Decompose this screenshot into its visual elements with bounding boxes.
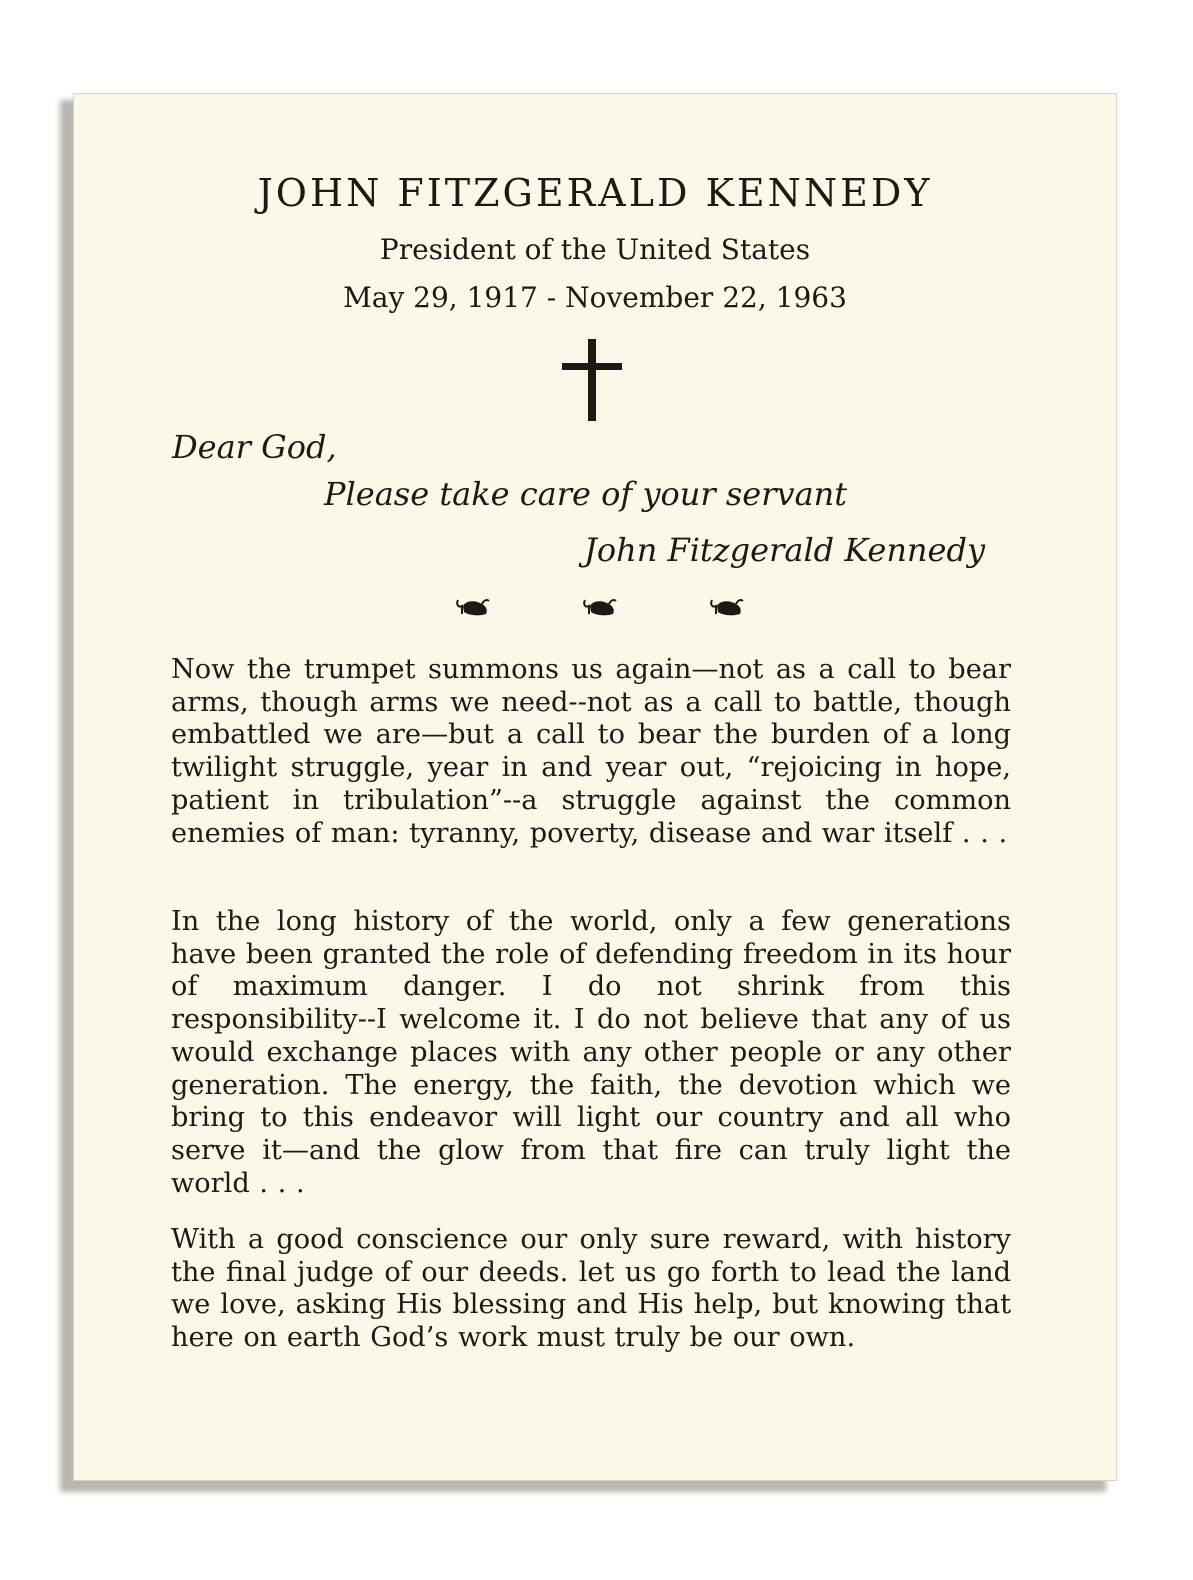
quote-paragraph-1: Now the trumpet summons us again—not as a call to bear arms, though arms we need--not as a call to battle, though embattled we are—but a call to bear the burden of a long twilight struggle, year in and year out, “rejoicing in hope, patient in tribulation”--a struggle against the common enemies of man: tyranny, poverty, disease and war itself . . . [171, 654, 1011, 849]
leaf-ornament-icon [581, 594, 617, 620]
quote-paragraph-2: In the long history of the world, only a few generations have been granted the role of defending freedom in its hour of maximum danger. I do not shrink from this responsibility--I welcome it. I do not believe that any of us would exchange places with any other people or any other generation. The energy, the faith, the devotion which we bring to this endeavor will light our country and all who serve it—and the glow from that fire can truly light the world . . . [171, 906, 1011, 1199]
prayer-name: John Fitzgerald Kennedy [584, 531, 986, 569]
card-subtitle: President of the United States [379, 233, 811, 266]
latin-cross-icon [562, 339, 622, 421]
leaf-ornament-icon [454, 594, 490, 620]
ornament-divider [454, 594, 744, 624]
prayer-line: Please take care of your servant [324, 475, 848, 513]
prayer-salutation: Dear God, [172, 428, 337, 466]
leaf-ornament-icon [708, 594, 744, 620]
card-title: JOHN FITZGERALD KENNEDY [257, 171, 933, 215]
quote-paragraph-3: With a good conscience our only sure reward, with history the final judge of our deeds. let us go forth to lead the land we love, asking His blessing and His help, but knowing that here on earth God’s work must truly be our own. [171, 1224, 1011, 1354]
memorial-card [74, 94, 1116, 1480]
life-dates: May 29, 1917 - November 22, 1963 [343, 281, 847, 314]
